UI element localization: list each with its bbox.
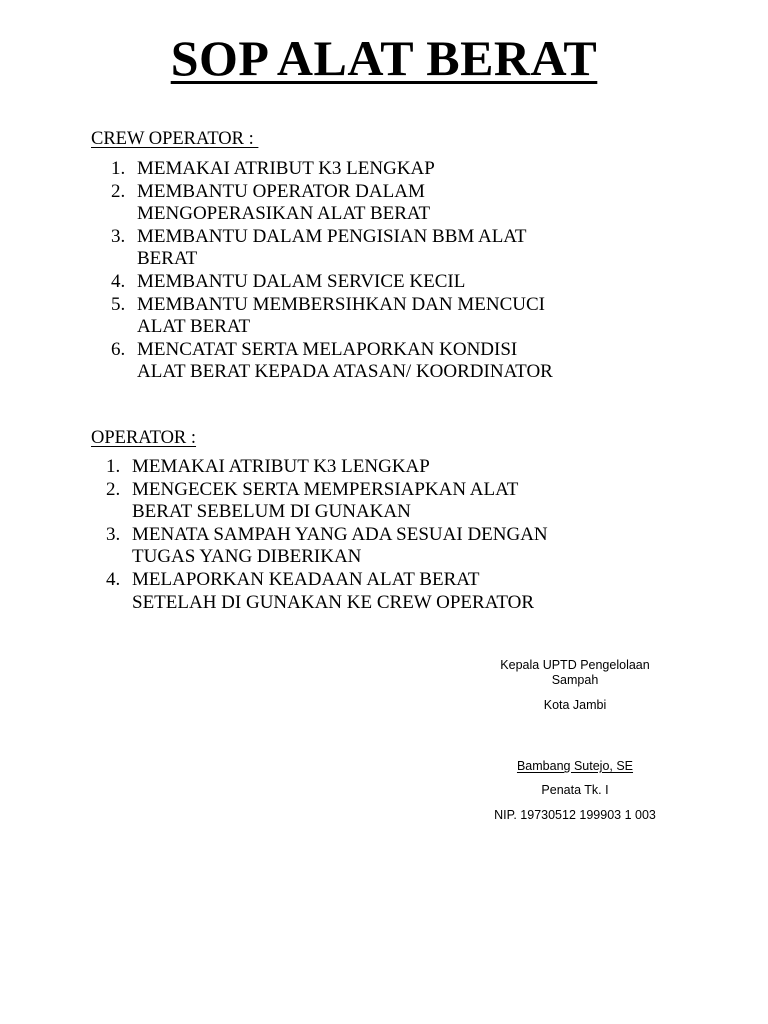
list-item-text: MENGECEK SERTA MEMPERSIAPKAN ALAT BERAT SEBELUM DI GUNAKAN [132, 478, 519, 523]
document-title-text: SOP ALAT BERAT [170, 30, 598, 86]
list-item-text: MEMBANTU DALAM SERVICE KECIL [137, 270, 466, 292]
signatory-nip: NIP. 19730512 199903 1 003 [494, 808, 656, 822]
signatory-institution: Kepala UPTD Pengelolaan Sampah [500, 658, 650, 687]
list-item-text: MENATA SAMPAH YANG ADA SESUAI DENGAN TUGAS YANG DIBERIKAN [132, 523, 548, 568]
list-item-text: MEMBANTU OPERATOR DALAM MENGOPERASIKAN ALAT BERAT [137, 180, 431, 225]
list-item-text: MELAPORKAN KEADAAN ALAT BERAT SETELAH DI GUNAKAN KE CREW OPERATOR [132, 568, 534, 613]
list-item-text: MEMAKAI ATRIBUT K3 LENGKAP [137, 158, 435, 179]
list-item-number: 1. [111, 158, 126, 179]
list-item-number: 3. [111, 225, 126, 247]
list-item [111, 339, 711, 384]
list-item-number: 4. [111, 270, 126, 292]
list-item [106, 479, 726, 524]
list-item [111, 294, 711, 339]
list-item [106, 569, 726, 614]
list-item-number: 6. [111, 338, 126, 360]
list-item-number: 5. [111, 293, 126, 315]
operator-list [106, 456, 726, 614]
signature-block [468, 658, 682, 823]
list-item [111, 271, 711, 294]
crew-operator-heading: CREW OPERATOR : [91, 129, 259, 149]
list-item-number: 2. [106, 478, 121, 500]
list-item [111, 158, 711, 181]
list-item-text: MEMBANTU MEMBERSIHKAN DAN MENCUCI ALAT BERAT [137, 293, 545, 338]
crew-operator-list [111, 158, 711, 384]
list-item-number: 1. [106, 456, 121, 477]
list-item [111, 181, 711, 226]
list-item-text: MENCATAT SERTA MELAPORKAN KONDISI ALAT BERAT KEPADA ATASAN/ KOORDINATOR [137, 338, 553, 383]
signatory-name: Bambang Sutejo, SE [516, 759, 634, 773]
list-item-number: 3. [106, 523, 121, 545]
operator-heading: OPERATOR : [91, 428, 197, 448]
list-item-text: MEMBANTU DALAM PENGISIAN BBM ALAT BERAT [137, 225, 527, 270]
list-item [106, 524, 726, 569]
list-item-number: 2. [111, 180, 126, 202]
list-item-text: MEMAKAI ATRIBUT K3 LENGKAP [132, 456, 430, 477]
document-title [0, 28, 768, 88]
list-item [106, 456, 726, 479]
list-item-number: 4. [106, 568, 121, 590]
list-item [111, 226, 711, 271]
signatory-rank: Penata Tk. I [541, 783, 609, 797]
signatory-city: Kota Jambi [543, 698, 607, 712]
